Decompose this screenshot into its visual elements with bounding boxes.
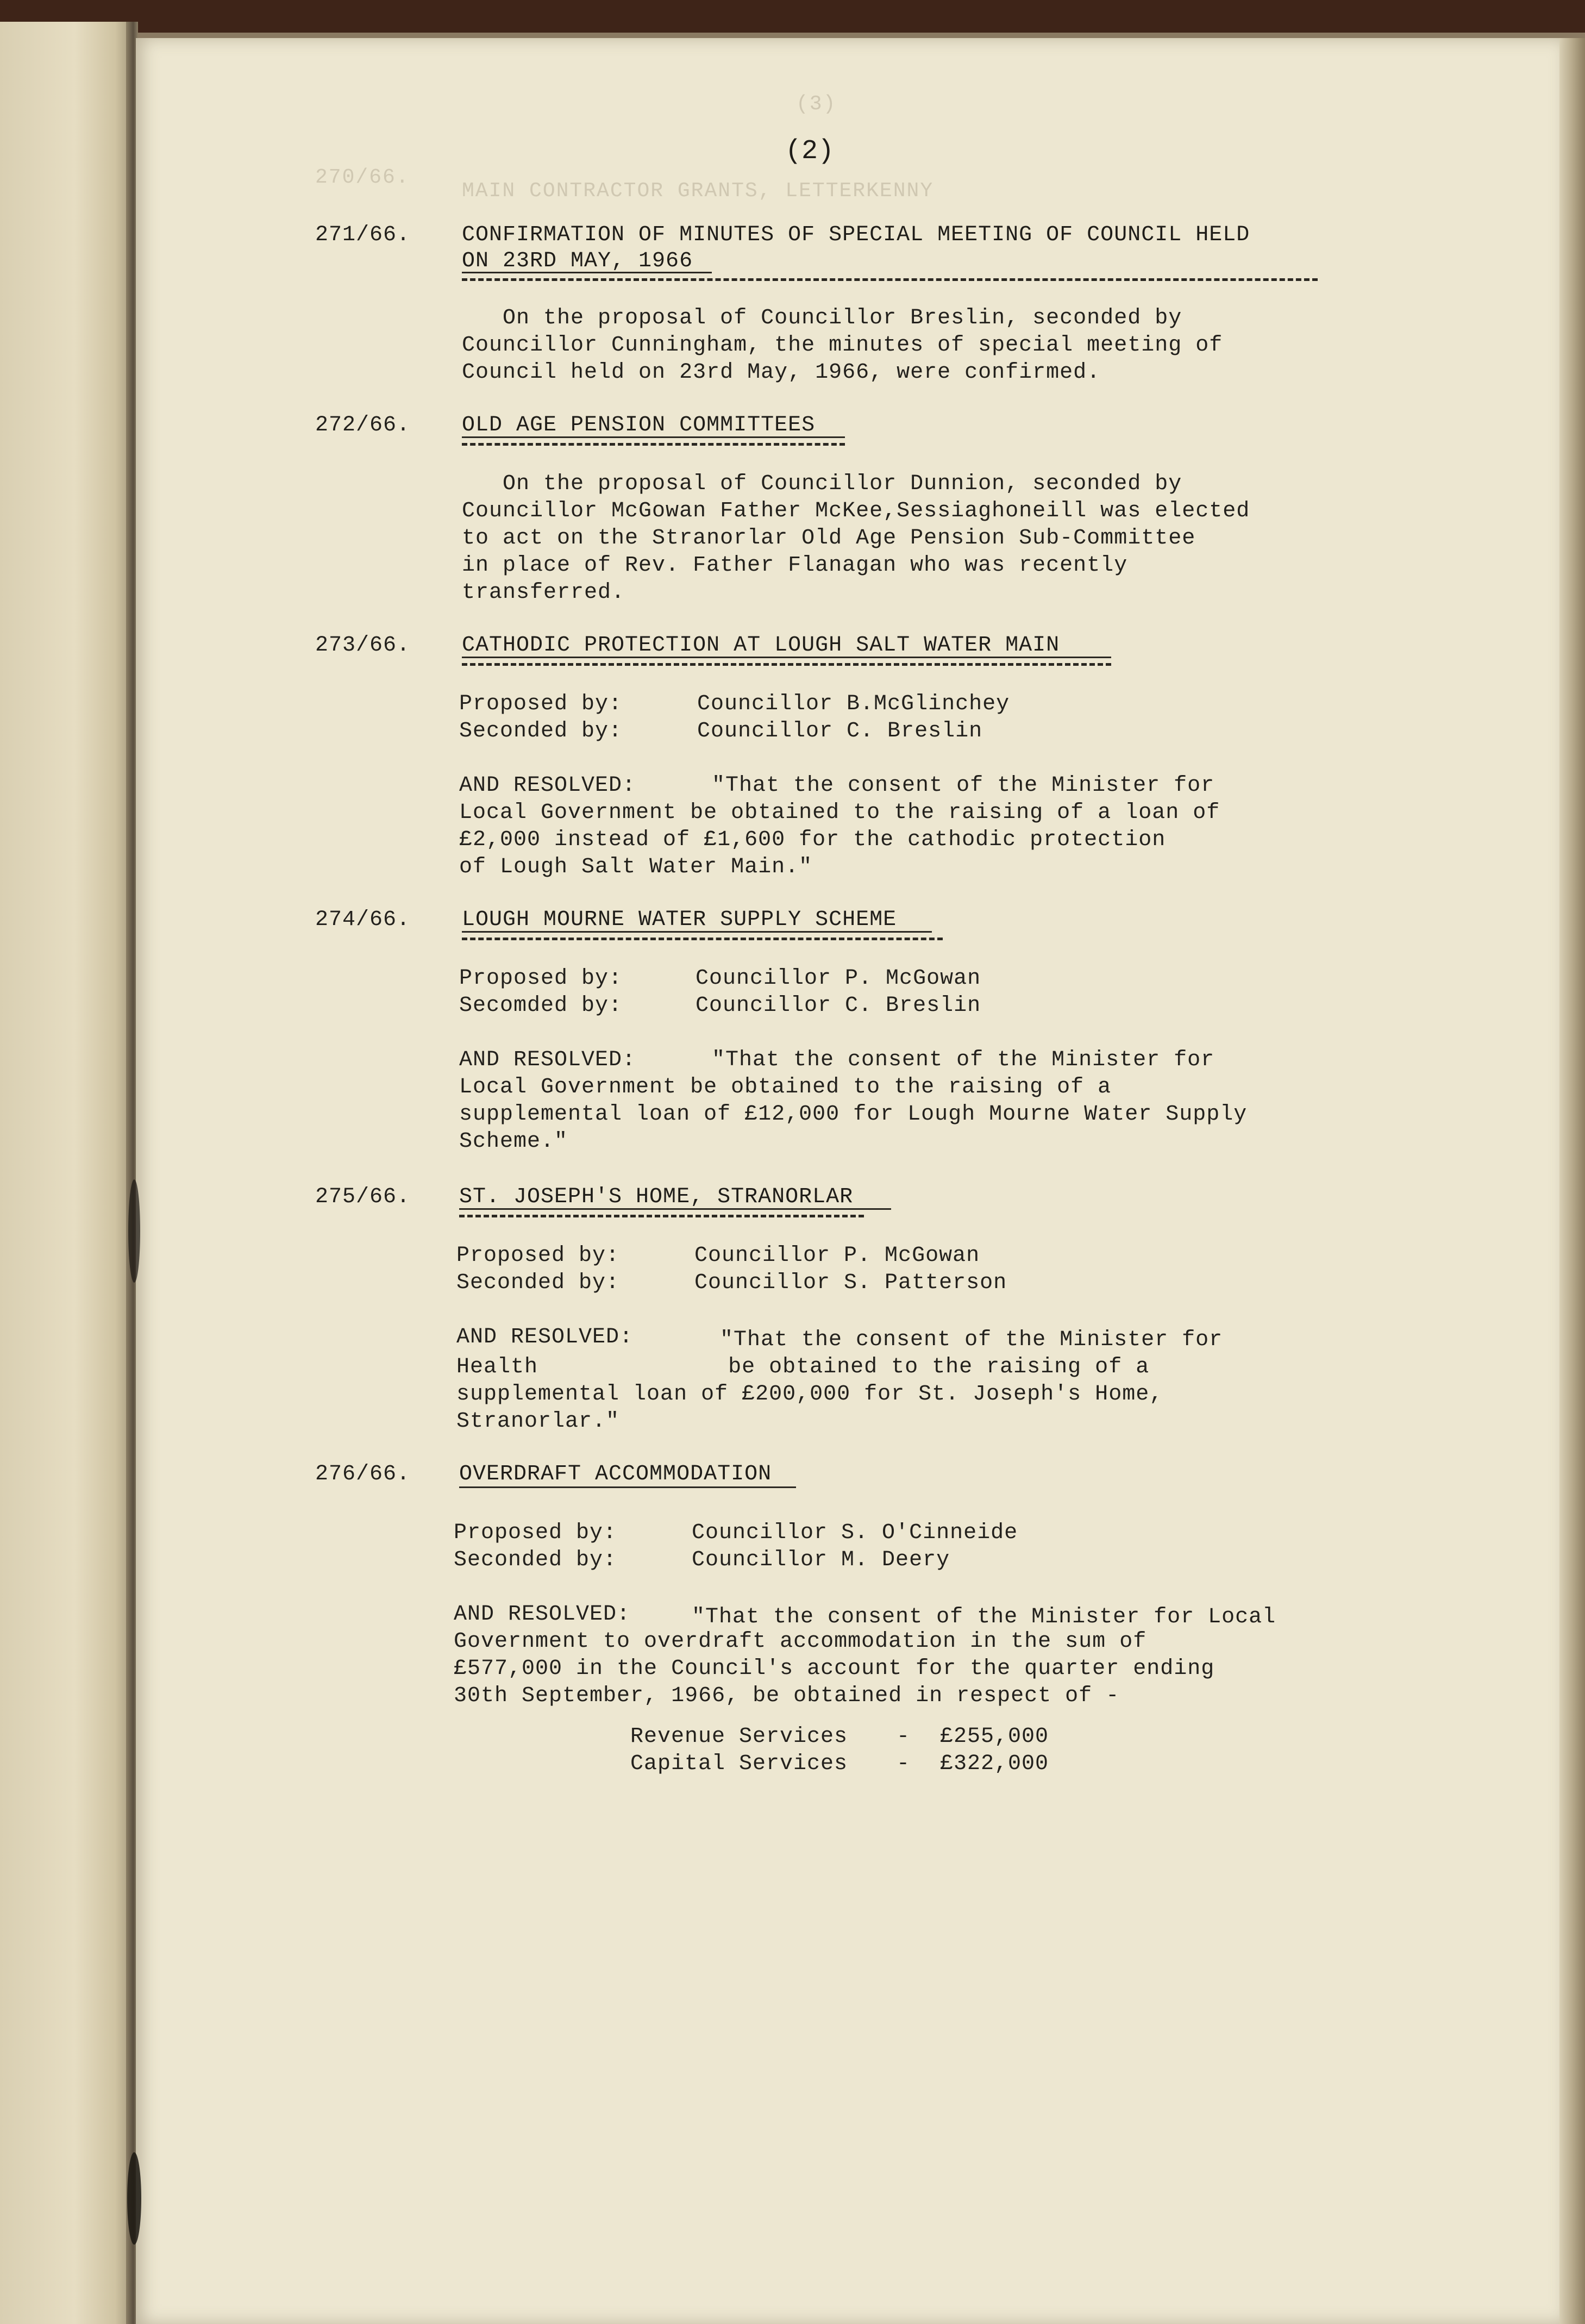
page-number: (2) xyxy=(785,136,835,167)
resolved-text: 30th September, 1966, be obtained in respect of - xyxy=(454,1684,1120,1708)
resolved-label: AND RESOLVED: xyxy=(454,1602,631,1627)
body-line: in place of Rev. Father Flanagan who was recently xyxy=(462,553,1128,578)
service-dash: - xyxy=(897,1725,911,1749)
resolved-text: Scheme." xyxy=(459,1129,568,1154)
resolved-text: "That the consent of the Minister for xyxy=(712,1048,1215,1072)
body-line: On the proposal of Councillor Breslin, seconded by xyxy=(462,306,1182,330)
resolved-text: of Lough Salt Water Main." xyxy=(459,855,813,879)
resolved-text: "That the consent of the Minister for xyxy=(720,1328,1223,1352)
item-number: 273/66. xyxy=(315,633,411,658)
item-title: CATHODIC PROTECTION AT LOUGH SALT WATER MAIN xyxy=(462,633,1060,658)
body-line: transferred. xyxy=(462,580,625,605)
item-title: CONFIRMATION OF MINUTES OF SPECIAL MEETING OF COUNCIL HELD xyxy=(462,223,1250,247)
binding-mark xyxy=(128,1179,140,1283)
seconded-value: Councillor S. Patterson xyxy=(694,1271,1007,1295)
resolved-text: supplemental loan of £12,000 for Lough Mourne Water Supply xyxy=(459,1102,1248,1127)
resolved-label: AND RESOLVED: xyxy=(459,1048,636,1072)
title-underline xyxy=(462,272,712,273)
seconded-value: Councillor C. Breslin xyxy=(697,719,983,744)
resolved-text: "That the consent of the Minister for Local xyxy=(692,1605,1276,1629)
seconded-label: Secomded by: xyxy=(459,994,623,1018)
proposed-value: Councillor P. McGowan xyxy=(696,966,981,991)
item-number: 276/66. xyxy=(315,1462,411,1486)
title-dashed-rule xyxy=(462,443,845,446)
proposed-label: Proposed by: xyxy=(459,692,623,716)
seconded-value: Councillor M. Deery xyxy=(692,1548,950,1572)
body-line: On the proposal of Councillor Dunnion, seconded by xyxy=(462,472,1182,496)
proposed-label: Proposed by: xyxy=(456,1244,620,1268)
resolved-text: supplemental loan of £200,000 for St. Joseph's Home, xyxy=(456,1382,1163,1407)
proposed-value: Councillor S. O'Cinneide xyxy=(692,1521,1018,1545)
title-underline xyxy=(459,1486,796,1488)
proposed-label: Proposed by: xyxy=(459,966,623,991)
seconded-value: Councillor C. Breslin xyxy=(696,994,981,1018)
title-underline xyxy=(459,1208,891,1210)
resolved-text: "That the consent of the Minister for xyxy=(712,773,1215,798)
resolved-label: AND RESOLVED: xyxy=(459,773,636,798)
item-title: LOUGH MOURNE WATER SUPPLY SCHEME xyxy=(462,908,897,932)
body-line: to act on the Stranorlar Old Age Pension Sub-Committee xyxy=(462,526,1196,551)
item-number: 274/66. xyxy=(315,908,411,932)
proposed-value: Councillor B.McGlinchey xyxy=(697,692,1010,716)
item-number: 272/66. xyxy=(315,413,411,438)
service-amount: £322,000 xyxy=(940,1752,1049,1776)
title-underline xyxy=(462,436,845,438)
binding-mark xyxy=(127,2152,141,2245)
resolved-text: Local Government be obtained to the raising of a xyxy=(459,1075,1112,1099)
show-through-number: (3) xyxy=(796,92,837,116)
item-title: ST. JOSEPH'S HOME, STRANORLAR xyxy=(459,1185,854,1209)
service-amount: £255,000 xyxy=(940,1725,1049,1749)
resolved-label: AND RESOLVED: xyxy=(456,1325,634,1350)
resolved-text: Stranorlar." xyxy=(456,1409,620,1434)
item-title: OVERDRAFT ACCOMMODATION xyxy=(459,1462,772,1486)
title-dashed-rule xyxy=(459,1215,864,1217)
resolved-text: Local Government be obtained to the raising of a loan of xyxy=(459,801,1220,825)
service-label: Revenue Services xyxy=(630,1725,848,1749)
body-line: Council held on 23rd May, 1966, were confirmed. xyxy=(462,360,1101,385)
title-underline xyxy=(462,931,932,933)
item-title-cont: ON 23RD MAY, 1966 xyxy=(462,249,693,273)
resolved-text: Government to overdraft accommodation in the sum of xyxy=(454,1629,1147,1654)
show-through-heading: MAIN CONTRACTOR GRANTS, LETTERKENNY xyxy=(462,179,934,203)
seconded-label: Seconded by: xyxy=(459,719,623,744)
title-dashed-rule xyxy=(462,663,1111,666)
body-line: Councillor Cunningham, the minutes of special meeting of xyxy=(462,333,1223,358)
title-dashed-rule xyxy=(462,278,1318,281)
show-through-item-number: 270/66. xyxy=(315,166,410,189)
proposed-value: Councillor P. McGowan xyxy=(694,1244,980,1268)
resolved-text: Health be obtained to the raising of a xyxy=(456,1355,1150,1379)
item-title: OLD AGE PENSION COMMITTEES xyxy=(462,413,816,438)
body-line: Councillor McGowan Father McKee,Sessiaghoneill was elected xyxy=(462,499,1250,523)
service-label: Capital Services xyxy=(630,1752,848,1776)
page-stack-edge xyxy=(1559,38,1585,2324)
scan-top-border xyxy=(0,0,1585,33)
resolved-text: £577,000 in the Council's account for the quarter ending xyxy=(454,1657,1215,1681)
seconded-label: Seconded by: xyxy=(454,1548,617,1572)
item-number: 275/66. xyxy=(315,1185,411,1209)
service-dash: - xyxy=(897,1752,911,1776)
item-number: 271/66. xyxy=(315,223,411,247)
resolved-text: £2,000 instead of £1,600 for the cathodic protection xyxy=(459,828,1166,852)
title-dashed-rule xyxy=(462,938,943,940)
facing-page-edge xyxy=(0,22,136,2324)
seconded-label: Seconded by: xyxy=(456,1271,620,1295)
title-underline xyxy=(462,657,1111,658)
proposed-label: Proposed by: xyxy=(454,1521,617,1545)
